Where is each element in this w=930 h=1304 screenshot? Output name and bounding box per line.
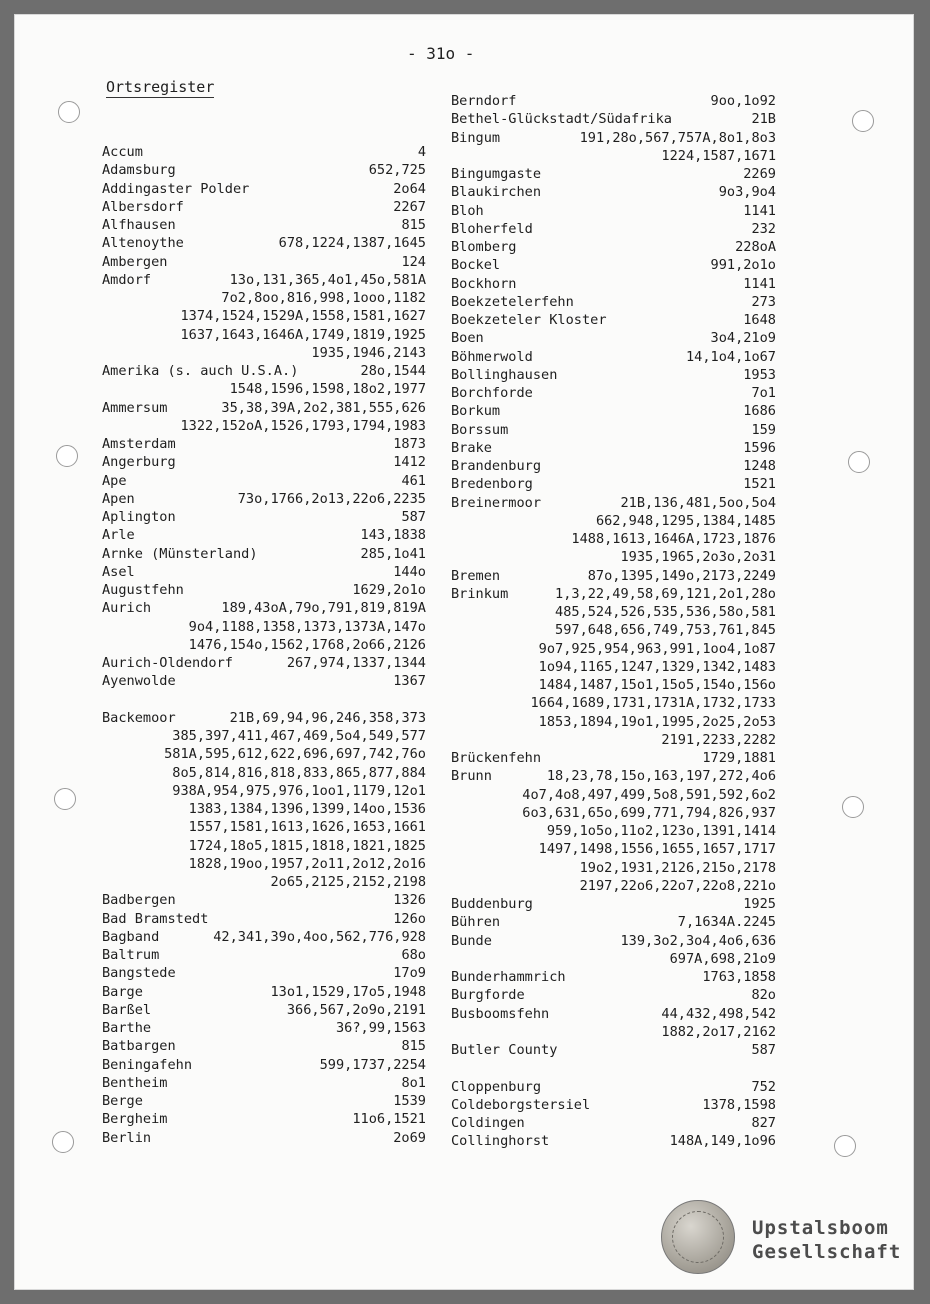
index-entry <box>102 1001 426 1019</box>
index-entry <box>451 311 776 329</box>
place-name: Burgforde <box>451 987 525 1004</box>
place-name: Barthe <box>102 1020 152 1036</box>
index-entry <box>451 366 776 384</box>
place-name: Adamsburg <box>102 162 176 179</box>
index-entry <box>102 399 426 417</box>
page-references: 2o69 <box>393 1129 426 1146</box>
place-name: Accum <box>102 144 143 160</box>
punch-hole <box>58 101 80 123</box>
place-name: Bremen <box>451 567 501 584</box>
place-name: Brunn <box>451 768 492 785</box>
place-name: Bunde <box>451 932 492 949</box>
index-entry <box>102 654 426 672</box>
page-references: 273 <box>751 293 776 310</box>
index-entry <box>451 585 776 603</box>
index-entry <box>102 1092 426 1110</box>
society-name-line2: Gesellschaft <box>752 1241 902 1263</box>
place-name: Busboomsfehn <box>451 1005 550 1022</box>
page-references: 7,1634A.2245 <box>677 914 776 931</box>
place-name: Bentheim <box>102 1074 168 1091</box>
page-references: 1367 <box>393 673 426 690</box>
place-name: Aurich-Oldendorf <box>102 655 233 671</box>
page-references: 366,567,2o9o,2191 <box>286 1001 426 1018</box>
page-references: 1378,1598 <box>702 1096 776 1113</box>
page-references-continued: 938A,954,975,976,1oo1,1179,12o1 <box>172 782 426 799</box>
index-entry <box>451 1078 776 1096</box>
page-references: 36?,99,1563 <box>335 1020 426 1036</box>
page-references-continued: 697A,698,21o9 <box>669 950 776 967</box>
page-references: 191,28o,567,757A,8o1,8o3 <box>579 129 776 146</box>
page-references: 1953 <box>743 366 776 383</box>
place-name: Berndorf <box>451 93 517 109</box>
page-references: 21B <box>751 111 776 128</box>
page-references: 148A,149,1o96 <box>669 1133 776 1150</box>
place-name: Beningafehn <box>102 1056 193 1073</box>
punch-hole <box>834 1135 856 1157</box>
page-references: 124 <box>401 253 426 270</box>
index-entry <box>451 202 776 220</box>
place-name: Cloppenburg <box>451 1078 542 1095</box>
page-references: 8o1 <box>401 1074 426 1091</box>
page-references: 73o,1766,2o13,22o6,2235 <box>237 490 426 507</box>
punch-hole <box>848 451 870 473</box>
page-references-continued: 7o2,8oo,816,998,1ooo,1182 <box>221 290 426 306</box>
index-entry <box>102 362 426 380</box>
page-references: 9oo,1o92 <box>710 93 776 109</box>
page-references-continued: 9o7,925,954,963,991,1oo4,1o87 <box>538 640 776 657</box>
page-references: 228oA <box>735 239 776 255</box>
page-references-continued: 1476,154o,1562,1768,2o66,2126 <box>188 636 426 653</box>
page-references: 752 <box>751 1078 776 1095</box>
place-name: Borchforde <box>451 385 533 401</box>
place-name: Aurich <box>102 600 152 617</box>
punch-hole <box>842 796 864 818</box>
page-references: 18,23,78,15o,163,197,272,4o6 <box>546 768 776 785</box>
page-references: 587 <box>401 509 426 525</box>
index-entry <box>102 271 426 289</box>
place-name: Ambergen <box>102 253 168 270</box>
index-entry <box>102 216 426 234</box>
place-name: Bloh <box>451 202 484 219</box>
index-entry <box>102 581 426 599</box>
place-name: Addingaster Polder <box>102 180 250 197</box>
page-references: 2267 <box>393 198 426 215</box>
index-entry <box>102 180 426 198</box>
page-references-continued: 1383,1384,1396,1399,14oo,1536 <box>188 801 426 817</box>
page-references-continued: 1853,1894,19o1,1995,2o25,2o53 <box>538 713 776 730</box>
index-entry <box>451 238 776 256</box>
place-name: Boen <box>451 330 484 347</box>
index-entry <box>102 526 426 544</box>
place-name: Coldeborgstersiel <box>451 1096 591 1113</box>
page-references-continued: 1557,1581,1613,1626,1653,1661 <box>188 819 426 836</box>
place-name: Bredenborg <box>451 476 533 493</box>
index-entry <box>451 1096 776 1114</box>
page-references-continued: 1935,1946,2143 <box>311 344 426 361</box>
place-name: Apen <box>102 490 135 507</box>
place-name: Breinermoor <box>451 494 542 511</box>
index-entry <box>102 599 426 617</box>
index-entry <box>102 234 426 252</box>
index-entry <box>451 494 776 512</box>
place-name: Altenoythe <box>102 235 184 252</box>
society-seal-logo <box>661 1200 735 1274</box>
index-entry <box>102 672 426 690</box>
place-name: Albersdorf <box>102 198 184 215</box>
page-references-continued: 385,397,411,467,469,5o4,549,577 <box>172 728 426 744</box>
page-references: 232 <box>751 220 776 237</box>
page-references: 2269 <box>743 166 776 182</box>
page-references: 21B,69,94,96,246,358,373 <box>229 709 426 726</box>
page-references: 652,725 <box>368 162 426 179</box>
index-entry <box>451 293 776 311</box>
page-references: 1873 <box>393 436 426 452</box>
page-references: 1248 <box>743 458 776 474</box>
page-references: 3o4,21o9 <box>710 330 776 347</box>
page-references-continued: 2191,2233,2282 <box>661 731 776 748</box>
index-entry <box>451 129 776 147</box>
place-name: Brake <box>451 439 492 456</box>
page-references: 82o <box>751 987 776 1004</box>
place-name: Aplington <box>102 509 176 525</box>
place-name: Ammersum <box>102 399 168 416</box>
punch-hole <box>52 1131 74 1153</box>
page-references: 1686 <box>743 403 776 420</box>
index-entry <box>102 983 426 1001</box>
page-references-continued: 959,1o5o,11o2,123o,1391,1414 <box>546 823 776 839</box>
page-references: 11o6,1521 <box>352 1111 426 1128</box>
index-gap <box>102 691 426 709</box>
page-references: 42,341,39o,4oo,562,776,928 <box>213 928 426 945</box>
place-name: Badbergen <box>102 892 176 909</box>
index-entry <box>451 275 776 293</box>
index-entry <box>451 329 776 347</box>
index-entry <box>102 198 426 216</box>
page-references-continued: 485,524,526,535,536,58o,581 <box>555 604 776 620</box>
index-entry <box>102 472 426 490</box>
page-references-continued: 1497,1498,1556,1655,1657,1717 <box>538 841 776 858</box>
page-references: 1596 <box>743 439 776 456</box>
page-references-continued: 662,948,1295,1384,1485 <box>595 512 776 529</box>
place-name: Backemoor <box>102 709 176 726</box>
page-references: 9o3,9o4 <box>718 184 776 201</box>
page-references: 44,432,498,542 <box>661 1005 776 1022</box>
index-column-left <box>102 143 426 1147</box>
page-references-continued: 2197,22o6,22o7,22o8,221o <box>579 877 776 894</box>
index-entry <box>451 384 776 402</box>
page-references-continued: 1o94,1165,1247,1329,1342,1483 <box>538 658 776 675</box>
index-entry <box>102 435 426 453</box>
place-name: Brandenburg <box>451 458 542 474</box>
page-references: 21B,136,481,5oo,5o4 <box>620 494 776 511</box>
page-references: 4 <box>417 144 426 160</box>
index-gap <box>451 1059 776 1077</box>
place-name: Bergheim <box>102 1111 168 1128</box>
place-name: Blaukirchen <box>451 184 542 201</box>
page-references-continued: 1484,1487,15o1,15o5,154o,156o <box>538 677 776 693</box>
page-references: 285,1o41 <box>360 545 426 562</box>
page-references: 139,3o2,3o4,4o6,636 <box>620 932 776 949</box>
page-references: 461 <box>401 472 426 489</box>
place-name: Amerika (s. auch U.S.A.) <box>102 363 299 379</box>
index-entry <box>102 161 426 179</box>
index-entry <box>451 402 776 420</box>
page-title: Ortsregister <box>106 78 215 96</box>
punch-hole <box>56 445 78 467</box>
index-entry <box>102 946 426 964</box>
page-references: 14,1o4,1o67 <box>685 348 776 365</box>
place-name: Boekzetelerfehn <box>451 293 574 310</box>
page-references: 827 <box>751 1115 776 1131</box>
place-name: Bad Bramstedt <box>102 910 209 927</box>
page-references: 126o <box>393 910 426 927</box>
index-entry <box>451 165 776 183</box>
place-name: Berge <box>102 1093 143 1109</box>
page-references: 143,1838 <box>360 527 426 544</box>
page-references: 587 <box>751 1042 776 1058</box>
place-name: Bethel-Glückstadt/Südafrika <box>451 111 672 128</box>
index-entry <box>451 348 776 366</box>
page-references: 13o1,1529,17o5,1948 <box>270 983 426 1000</box>
index-entry <box>451 92 776 110</box>
place-name: Amsterdam <box>102 436 176 452</box>
page-references-continued: 597,648,656,749,753,761,845 <box>555 622 776 639</box>
place-name: Boekzeteler Kloster <box>451 312 607 328</box>
index-entry <box>102 1019 426 1037</box>
index-entry <box>102 1074 426 1092</box>
index-entry <box>451 439 776 457</box>
place-name: Amdorf <box>102 271 152 288</box>
index-entry <box>102 1037 426 1055</box>
index-entry <box>102 508 426 526</box>
index-entry <box>451 421 776 439</box>
page-references: 28o,1544 <box>360 363 426 379</box>
place-name: Bingumgaste <box>451 166 542 182</box>
index-entry <box>451 913 776 931</box>
place-name: Coldingen <box>451 1115 525 1131</box>
page-references: 1763,1858 <box>702 969 776 985</box>
page-references-continued: 1224,1587,1671 <box>661 147 776 164</box>
page-references-continued: 1935,1965,2o3o,2o31 <box>620 549 776 566</box>
place-name: Barge <box>102 983 143 1000</box>
page-references-continued: 1548,1596,1598,18o2,1977 <box>229 381 426 398</box>
place-name: Böhmerwold <box>451 348 533 365</box>
place-name: Angerburg <box>102 454 176 471</box>
index-entry <box>102 490 426 508</box>
place-name: Butler County <box>451 1042 558 1058</box>
place-name: Brinkum <box>451 585 509 602</box>
page-references: 68o <box>401 947 426 963</box>
page-references: 35,38,39A,2o2,381,555,626 <box>221 399 426 416</box>
page-references-continued: 1724,18o5,1815,1818,1821,1825 <box>188 837 426 854</box>
page-references-continued: 1374,1524,1529A,1558,1581,1627 <box>180 308 426 325</box>
page-references: 991,2o1o <box>710 257 776 274</box>
place-name: Bühren <box>451 914 501 931</box>
index-entry <box>451 183 776 201</box>
index-entry <box>451 767 776 785</box>
place-name: Bloherfeld <box>451 220 533 237</box>
page-references: 815 <box>401 217 426 233</box>
index-entry <box>451 457 776 475</box>
place-name: Alfhausen <box>102 217 176 233</box>
index-entry <box>451 1041 776 1059</box>
page-references: 17o9 <box>393 965 426 982</box>
index-entry <box>102 545 426 563</box>
place-name: Baltrum <box>102 947 160 963</box>
page-references: 599,1737,2254 <box>319 1056 426 1073</box>
page-references-continued: 581A,595,612,622,696,697,742,76o <box>164 746 426 763</box>
page-references-continued: 2o65,2125,2152,2198 <box>270 874 426 890</box>
page-references-continued: 1488,1613,1646A,1723,1876 <box>571 531 776 547</box>
page-references-continued: 1322,152oA,1526,1793,1794,1983 <box>180 417 426 434</box>
place-name: Batbargen <box>102 1038 176 1055</box>
index-entry <box>451 1114 776 1132</box>
page-number: - 31o - <box>407 44 475 63</box>
index-entry <box>102 891 426 909</box>
place-name: Bockel <box>451 257 501 274</box>
page-references: 815 <box>401 1038 426 1055</box>
index-entry <box>102 1129 426 1147</box>
place-name: Bingum <box>451 129 501 146</box>
place-name: Bunderhammrich <box>451 969 566 985</box>
page-references-continued: 1637,1643,1646A,1749,1819,1925 <box>180 326 426 343</box>
index-entry <box>102 253 426 271</box>
place-name: Arle <box>102 527 135 544</box>
place-name: Arnke (Münsterland) <box>102 545 258 562</box>
page-references: 1729,1881 <box>702 750 776 766</box>
page-references-continued: 8o5,814,816,818,833,865,877,884 <box>172 764 426 781</box>
place-name: Barßel <box>102 1001 152 1018</box>
page-references-continued: 19o2,1931,2126,215o,2178 <box>579 859 776 876</box>
place-name: Bollinghausen <box>451 366 558 383</box>
index-entry <box>102 1110 426 1128</box>
index-entry <box>102 143 426 161</box>
page-references: 1326 <box>393 892 426 909</box>
index-entry <box>451 986 776 1004</box>
index-entry <box>102 563 426 581</box>
punch-hole <box>852 110 874 132</box>
page-references: 1141 <box>743 275 776 292</box>
place-name: Ayenwolde <box>102 673 176 690</box>
page-references-continued: 4o7,4o8,497,499,5o8,591,592,6o2 <box>522 786 776 803</box>
page-references: 1412 <box>393 454 426 471</box>
page-references-continued: 1882,2o17,2162 <box>661 1023 776 1040</box>
index-entry <box>102 453 426 471</box>
place-name: Bangstede <box>102 965 176 982</box>
place-name: Ape <box>102 472 127 489</box>
page-references: 1629,2o1o <box>352 582 426 598</box>
page-references-continued: 9o4,1188,1358,1373,1373A,147o <box>188 618 426 635</box>
index-entry <box>102 964 426 982</box>
place-name: Blomberg <box>451 239 517 255</box>
index-entry <box>451 1005 776 1023</box>
index-entry <box>451 749 776 767</box>
page-references: 189,43oA,79o,791,819,819A <box>221 600 426 617</box>
society-name-line1: Upstalsboom <box>752 1217 889 1239</box>
page-references: 1521 <box>743 476 776 493</box>
page-references: 159 <box>751 421 776 438</box>
page-references: 2o64 <box>393 180 426 197</box>
index-entry <box>451 220 776 238</box>
index-entry <box>451 1132 776 1150</box>
page-references: 87o,1395,149o,2173,2249 <box>587 567 776 584</box>
index-entry <box>451 567 776 585</box>
place-name: Buddenburg <box>451 896 533 912</box>
page-references: 678,1224,1387,1645 <box>278 235 426 252</box>
place-name: Borkum <box>451 403 501 420</box>
page-references: 1,3,22,49,58,69,121,2o1,28o <box>555 585 776 602</box>
index-entry <box>102 910 426 928</box>
place-name: Augustfehn <box>102 582 184 598</box>
index-entry <box>102 928 426 946</box>
place-name: Collinghorst <box>451 1133 550 1150</box>
index-entry <box>102 1056 426 1074</box>
page-references: 1648 <box>743 312 776 328</box>
index-entry <box>451 256 776 274</box>
index-entry <box>451 968 776 986</box>
page-references: 13o,131,365,4o1,45o,581A <box>229 271 426 288</box>
page-references-continued: 6o3,631,65o,699,771,794,826,937 <box>522 804 776 821</box>
index-entry <box>451 475 776 493</box>
page-references: 7o1 <box>751 385 776 401</box>
page-references: 267,974,1337,1344 <box>286 655 426 671</box>
place-name: Bagband <box>102 928 160 945</box>
page-references: 1141 <box>743 202 776 219</box>
page-references: 1925 <box>743 896 776 912</box>
place-name: Berlin <box>102 1129 152 1146</box>
place-name: Bockhorn <box>451 275 517 292</box>
index-entry <box>102 709 426 727</box>
index-entry <box>451 110 776 128</box>
index-entry <box>451 932 776 950</box>
index-column-right <box>451 92 776 1151</box>
place-name: Borssum <box>451 421 509 438</box>
page-references-continued: 1828,19oo,1957,2o11,2o12,2o16 <box>188 855 426 872</box>
place-name: Asel <box>102 563 135 580</box>
index-entry <box>451 895 776 913</box>
society-name <box>752 1216 901 1264</box>
page-references-continued: 1664,1689,1731,1731A,1732,1733 <box>530 695 776 712</box>
page-references: 144o <box>393 563 426 580</box>
place-name: Brückenfehn <box>451 750 542 766</box>
punch-hole <box>54 788 76 810</box>
page-references: 1539 <box>393 1093 426 1109</box>
